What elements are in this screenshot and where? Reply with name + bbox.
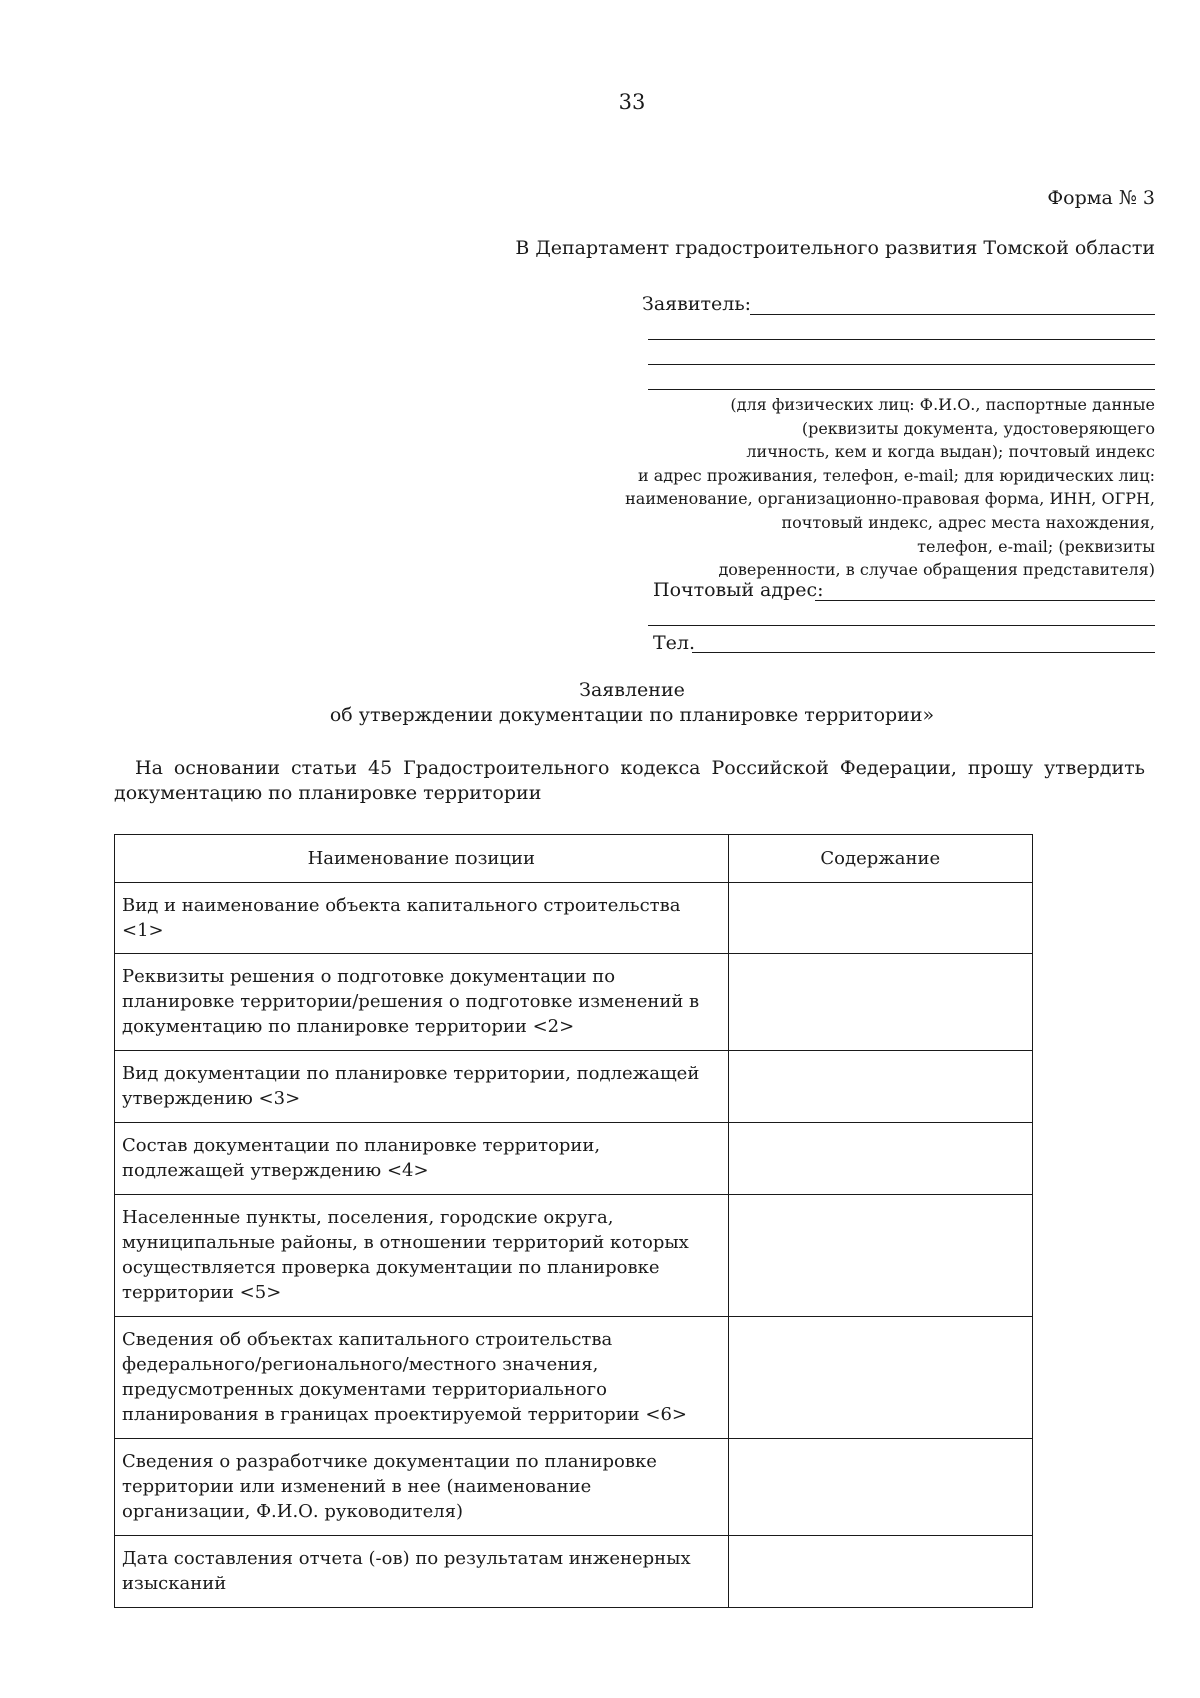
table-row bbox=[115, 1123, 1033, 1195]
row-content-cell[interactable] bbox=[728, 1123, 1032, 1195]
row-content-cell[interactable] bbox=[728, 954, 1032, 1051]
row-name-cell: Вид документации по планировке территории, подлежащей утверждению <3> bbox=[115, 1051, 729, 1123]
table-row bbox=[115, 1051, 1033, 1123]
table-row bbox=[115, 1195, 1033, 1317]
page-number: 33 bbox=[618, 90, 646, 114]
row-content-cell[interactable] bbox=[728, 1439, 1032, 1536]
column-header-content: Содержание bbox=[728, 835, 1032, 883]
applicant-label: Заявитель: bbox=[642, 293, 752, 315]
row-content-cell[interactable] bbox=[728, 1317, 1032, 1439]
addressee: В Департамент градостроительного развития Томской области bbox=[515, 237, 1155, 259]
applicant-hint-line: телефон, e-mail; (реквизиты bbox=[917, 536, 1155, 556]
title-heading: Заявление bbox=[579, 679, 685, 701]
row-name-cell: Состав документации по планировке территории, подлежащей утверждению <4> bbox=[115, 1123, 729, 1195]
row-content-cell[interactable] bbox=[728, 1051, 1032, 1123]
positions-table bbox=[114, 834, 1033, 1608]
row-content-cell[interactable] bbox=[728, 1536, 1032, 1608]
postal-address-field-line-2[interactable] bbox=[648, 625, 1155, 626]
table-row bbox=[115, 1439, 1033, 1536]
postal-address-label: Почтовый адрес: bbox=[653, 579, 824, 601]
phone-field-line[interactable] bbox=[692, 652, 1155, 653]
row-content-cell[interactable] bbox=[728, 1195, 1032, 1317]
request-paragraph-line-2: документацию по планировке территории bbox=[114, 782, 542, 804]
table-row bbox=[115, 1317, 1033, 1439]
table-header-row bbox=[115, 835, 1033, 883]
table-row bbox=[115, 1536, 1033, 1608]
applicant-field-line-1[interactable] bbox=[750, 314, 1155, 315]
applicant-field-line-3[interactable] bbox=[648, 364, 1155, 365]
title-subheading: об утверждении документации по планировке территории» bbox=[329, 704, 935, 726]
applicant-hint bbox=[535, 393, 1155, 582]
phone-label: Тел. bbox=[653, 632, 696, 654]
applicant-field-line-4[interactable] bbox=[648, 389, 1155, 390]
document-title bbox=[0, 678, 1200, 728]
applicant-field-line-2[interactable] bbox=[648, 339, 1155, 340]
row-content-cell[interactable] bbox=[728, 883, 1032, 954]
applicant-hint-line: почтовый индекс, адрес места нахождения, bbox=[781, 512, 1155, 532]
applicant-hint-line: доверенности, в случае обращения представителя) bbox=[718, 560, 1155, 580]
request-paragraph bbox=[114, 756, 1145, 806]
request-paragraph-line-1: На основании статьи 45 Градостроительного кодекса Российской Федерации, прошу утвердить bbox=[135, 757, 1145, 779]
row-name-cell: Вид и наименование объекта капитального строительства <1> bbox=[115, 883, 729, 954]
row-name-cell: Дата составления отчета (-ов) по результатам инженерных изысканий bbox=[115, 1536, 729, 1608]
row-name-cell: Сведения об объектах капитального строительства федерального/регионального/местного значения, предусмотренных документами территориального планирования в границах проектируемой территории <6> bbox=[115, 1317, 729, 1439]
row-name-cell: Населенные пункты, поселения, городские округа, муниципальные районы, в отношении территорий которых осуществляется проверка документации по планировке территории <5> bbox=[115, 1195, 729, 1317]
applicant-hint-line: личность, кем и когда выдан); почтовый индекс bbox=[746, 442, 1155, 462]
applicant-hint-line: и адрес проживания, телефон, e-mail; для юридических лиц: bbox=[637, 465, 1155, 485]
applicant-hint-line: (для физических лиц: Ф.И.О., паспортные данные bbox=[730, 395, 1155, 414]
form-number: Форма № 3 bbox=[1047, 187, 1155, 209]
postal-address-field-line-1[interactable] bbox=[815, 600, 1155, 601]
column-header-name: Наименование позиции bbox=[115, 835, 729, 883]
table-row bbox=[115, 954, 1033, 1051]
row-name-cell: Реквизиты решения о подготовке документации по планировке территории/решения о подготовке изменений в документацию по планировке территории <2> bbox=[115, 954, 729, 1051]
applicant-hint-line: наименование, организационно-правовая форма, ИНН, ОГРН, bbox=[625, 489, 1155, 509]
row-name-cell: Сведения о разработчике документации по планировке территории или изменений в нее (наименование организации, Ф.И.О. руководителя) bbox=[115, 1439, 729, 1536]
table-row bbox=[115, 883, 1033, 954]
applicant-hint-line: (реквизиты документа, удостоверяющего bbox=[801, 418, 1155, 438]
